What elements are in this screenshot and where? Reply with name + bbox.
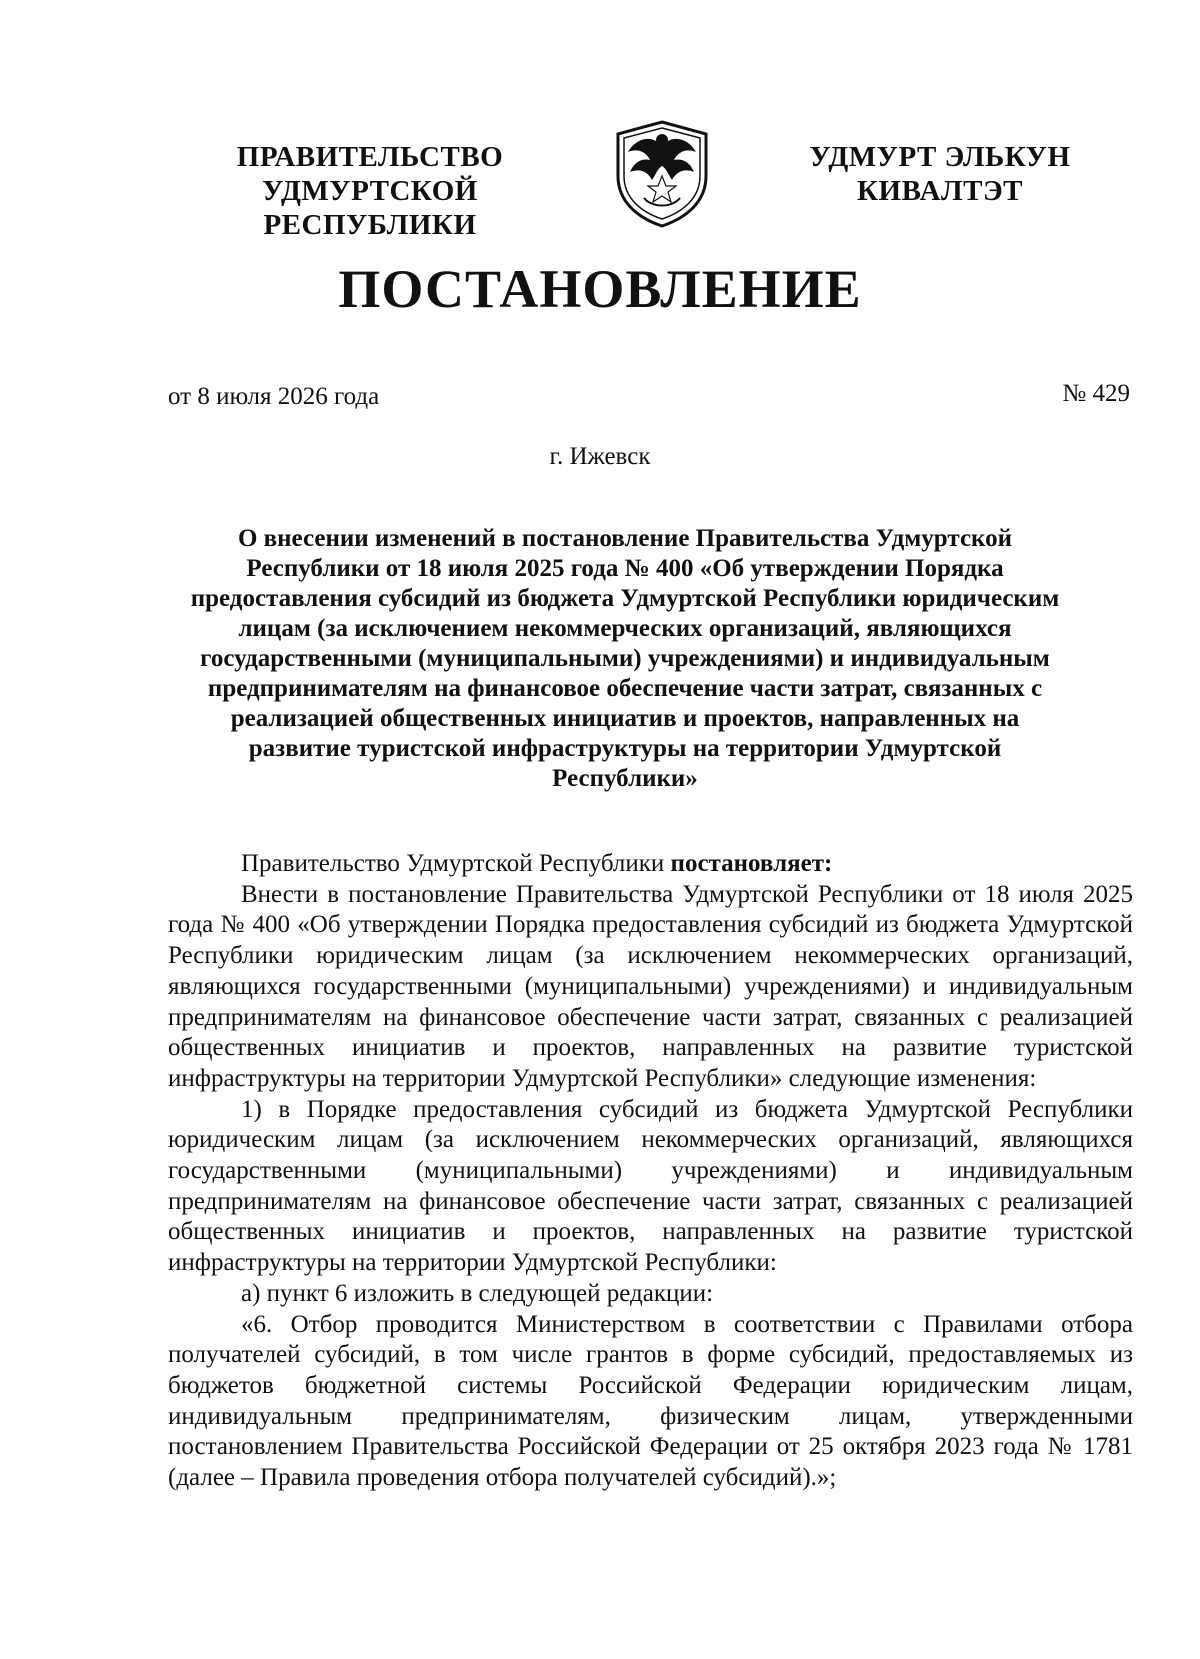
government-name-line-2: УДМУРТСКОЙ РЕСПУБЛИКИ <box>262 175 478 241</box>
body-paragraph-2: 1) в Порядке предоставления субсидий из бюджета Удмуртской Республики юридическим лицам (за исключением некоммерческих организаций, являющихся государственными (муниципальными) учреждениями) и индивидуальным предпринимателям на финансовое обеспечение части затрат, связанных с реализацией общественных инициатив и проектов, направленных на развитие туристской инфраструктуры на территории Удмуртской Республики: <box>168 1095 1133 1277</box>
body-paragraph-1: Внести в постановление Правительства Удмуртской Республики от 18 июля 2025 года № 400 «Об утверждении Порядка предоставления субсидий из бюджета Удмуртской Республики юридическим лицам (за исключением некоммерческих организаций, являющихся государственными (муниципальными) учреждениями) и индивидуальным предпринимателям на финансовое обеспечение части затрат, связанных с реализацией общественных инициатив и проектов, направленных на развитие туристской инфраструктуры на территории Удмуртской Республики» следующие изменения: <box>168 880 1133 1092</box>
resolution-intro <box>168 849 1133 880</box>
government-name-line-1: ПРАВИТЕЛЬСТВО <box>236 141 504 173</box>
intro-subject: Правительство Удмуртской Республики <box>241 850 665 877</box>
government-name-udmurt <box>790 140 1090 208</box>
government-name-udmurt-line-2: КИВАЛТЭТ <box>856 175 1023 207</box>
government-name-udmurt-line-1: УДМУРТ ЭЛЬКУН <box>809 141 1071 173</box>
document-title: О внесении изменений в постановление Правительства Удмуртской Республики от 18 июля 2025 года № 400 «Об утверждении Порядка предоставления субсидий из бюджета Удмуртской Республики юридическим лицам (за исключением некоммерческих организаций, являющихся государственными (муниципальными) учреждениями) и индивидуальным предпринимателям на финансовое обеспечение части затрат, связанных с реализацией общественных инициатив и проектов, направленных на развитие туристской инфраструктуры на территории Удмуртской Республики» <box>190 525 1060 792</box>
body-paragraph-3: а) пункт 6 изложить в следующей редакции: <box>241 1279 714 1307</box>
document-body <box>168 849 1133 1494</box>
udmurt-coat-of-arms-icon <box>608 118 716 230</box>
intro-verb: постановляет: <box>670 850 833 877</box>
body-paragraph-4: «6. Отбор проводится Министерством в соответствии с Правилами отбора получателей субсидий, в том числе грантов в форме субсидий, предоставляемых из бюджетов бюджетной системы Российской Федерации юридическим лицам, индивидуальным предпринимателям, физическим лицам, утвержденными постановлением Правительства Российской Федерации от 25 октября 2023 года № 1781 (далее – Правила проведения отбора получателей субсидий).»; <box>168 1310 1133 1492</box>
document-city: г. Ижевск <box>549 443 651 470</box>
document-number: № 429 <box>1062 380 1130 407</box>
government-name-russian <box>160 140 580 242</box>
document-type-heading: ПОСТАНОВЛЕНИЕ <box>338 259 862 319</box>
document-date: от 8 июля 2026 года <box>168 383 380 410</box>
